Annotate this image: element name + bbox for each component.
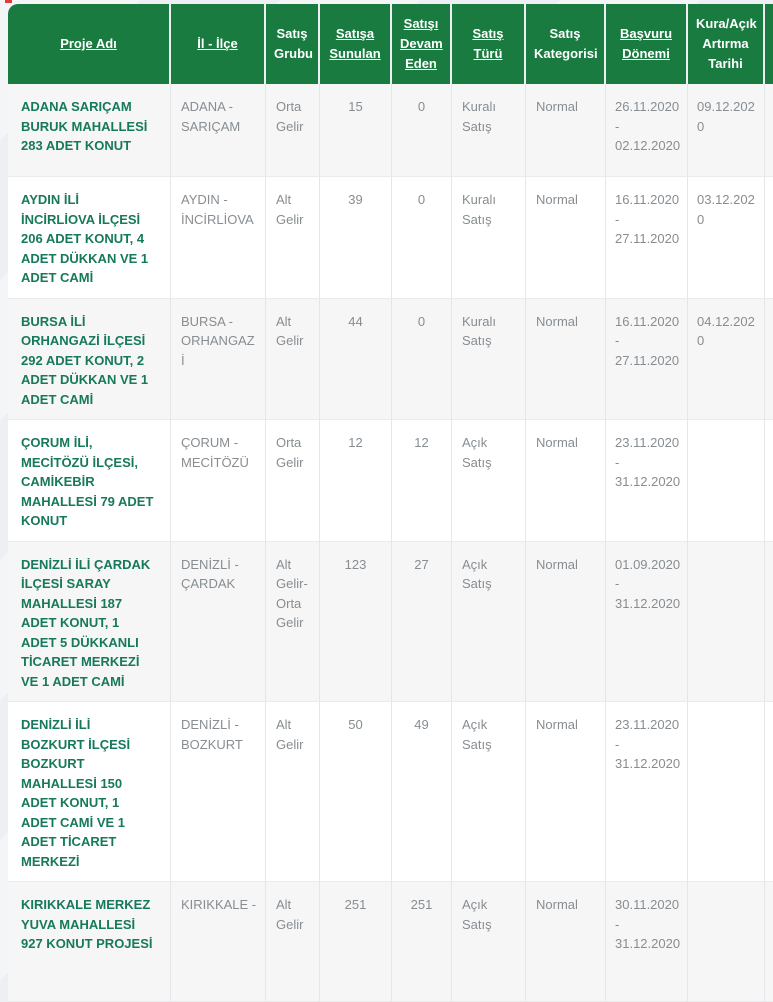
- project-link[interactable]: ADANA SARIÇAM BURUK MAHALLESİ 283 ADET KONUT: [21, 99, 148, 153]
- cell-satis-kategorisi: Normal: [526, 420, 606, 542]
- cell-satisa-sunulan: 15: [320, 84, 392, 177]
- cell-kura-tarihi: 03.12.2020: [688, 177, 765, 299]
- cell-satis-turu: Açık Satış: [452, 420, 526, 542]
- table-header: [8, 4, 773, 84]
- cell-satisa-sunulan: 251: [320, 882, 392, 1002]
- column-header-clipped: [765, 4, 773, 84]
- cell-clipped: [765, 299, 773, 421]
- cell-satis-grubu: Alt Gelir-Orta Gelir: [266, 542, 320, 703]
- cell-clipped: [765, 882, 773, 1002]
- column-header-kura-tarihi: [688, 4, 765, 84]
- cell-basvuru-donemi: 16.11.2020 - 27.11.2020: [606, 299, 688, 421]
- cell-il-ilce: AYDIN - İNCİRLİOVA: [171, 177, 266, 299]
- cell-clipped: [765, 542, 773, 703]
- cell-satisa-sunulan: 50: [320, 702, 392, 882]
- column-header-label: Satışı Devam Eden: [400, 15, 443, 72]
- cell-satis-kategorisi: Normal: [526, 299, 606, 421]
- table-row: [8, 299, 773, 421]
- column-header-satis-turu[interactable]: [452, 4, 526, 84]
- column-header-label: Satış Kategorisi: [534, 25, 598, 61]
- column-header-label: Kura/Açık Artırma Tarihi: [696, 15, 757, 72]
- cell-satis-turu: Açık Satış: [452, 542, 526, 703]
- cell-satis-grubu: Orta Gelir: [266, 84, 320, 177]
- cell-proje-adi: [8, 420, 171, 542]
- cell-satisa-sunulan: 12: [320, 420, 392, 542]
- project-link[interactable]: AYDIN İLİ İNCİRLİOVA İLÇESİ 206 ADET KONUT, 4 ADET DÜKKAN VE 1 ADET CAMİ: [21, 192, 149, 285]
- cell-satis-kategorisi: Normal: [526, 702, 606, 882]
- cell-basvuru-donemi: 01.09.2020 - 31.12.2020: [606, 542, 688, 703]
- cell-il-ilce: BURSA - ORHANGAZİ: [171, 299, 266, 421]
- cell-satis-grubu: Alt Gelir: [266, 177, 320, 299]
- cell-satisi-devam-eden: 12: [392, 420, 452, 542]
- cell-satisi-devam-eden: 49: [392, 702, 452, 882]
- column-header-satisa-sunulan[interactable]: [320, 4, 392, 84]
- cell-satisa-sunulan: 39: [320, 177, 392, 299]
- cell-proje-adi: [8, 177, 171, 299]
- column-header-label: Proje Adı: [60, 35, 117, 51]
- project-link[interactable]: DENİZLİ İLİ BOZKURT İLÇESİ BOZKURT MAHALLESİ 150 ADET KONUT, 1 ADET CAMİ VE 1 ADET TİCARET MERKEZİ: [21, 717, 131, 869]
- cell-il-ilce: KIRIKKALE -: [171, 882, 266, 1002]
- project-link[interactable]: KIRIKKALE MERKEZ YUVA MAHALLESİ 927 KONUT PROJESİ: [21, 897, 153, 951]
- column-header-basvuru-donemi[interactable]: [606, 4, 688, 84]
- cell-kura-tarihi: 04.12.2020: [688, 299, 765, 421]
- project-link[interactable]: BURSA İLİ ORHANGAZİ İLÇESİ 292 ADET KONUT, 2 ADET DÜKKAN VE 1 ADET CAMİ: [21, 313, 149, 407]
- table-body: [8, 84, 773, 1002]
- cell-satisa-sunulan: 44: [320, 299, 392, 421]
- cell-basvuru-donemi: 16.11.2020 - 27.11.2020: [606, 177, 688, 299]
- column-header-label: Satış Grubu: [274, 25, 313, 61]
- column-header-label: Satışa Sunulan: [329, 25, 381, 61]
- cell-satis-kategorisi: Normal: [526, 882, 606, 1002]
- red-edge-artifact: [5, 0, 12, 3]
- cell-clipped: [765, 420, 773, 542]
- project-link[interactable]: DENİZLİ İLİ ÇARDAK İLÇESİ SARAY MAHALLESİ 187 ADET KONUT, 1 ADET 5 DÜKKANLI TİCARET MERKEZİ VE 1 ADET CAMİ: [21, 556, 151, 689]
- projects-table: [8, 4, 773, 1002]
- cell-satis-grubu: Alt Gelir: [266, 299, 320, 421]
- cell-basvuru-donemi: 30.11.2020 - 31.12.2020: [606, 882, 688, 1002]
- cell-kura-tarihi: 09.12.2020: [688, 84, 765, 177]
- cell-kura-tarihi: [688, 542, 765, 703]
- table-row: [8, 420, 773, 542]
- cell-satis-grubu: Alt Gelir: [266, 702, 320, 882]
- cell-satisi-devam-eden: 0: [392, 177, 452, 299]
- cell-satis-kategorisi: Normal: [526, 177, 606, 299]
- column-header-label: Başvuru Dönemi: [619, 25, 673, 61]
- cell-proje-adi: [8, 542, 171, 703]
- cell-basvuru-donemi: 26.11.2020 - 02.12.2020: [606, 84, 688, 177]
- cell-satis-turu: Açık Satış: [452, 882, 526, 1002]
- cell-kura-tarihi: [688, 420, 765, 542]
- cell-satisi-devam-eden: 27: [392, 542, 452, 703]
- column-header-satis-grubu: [266, 4, 320, 84]
- table-row: [8, 882, 773, 1002]
- cell-proje-adi: [8, 882, 171, 1002]
- cell-clipped: [765, 84, 773, 177]
- column-header-label: Satış Türü: [472, 25, 504, 61]
- cell-satis-grubu: Alt Gelir: [266, 882, 320, 1002]
- cell-proje-adi: [8, 84, 171, 177]
- cell-proje-adi: [8, 299, 171, 421]
- cell-satis-turu: Kuralı Satış: [452, 84, 526, 177]
- cell-satis-turu: Açık Satış: [452, 702, 526, 882]
- cell-clipped: [765, 177, 773, 299]
- cell-il-ilce: ÇORUM - MECİTÖZÜ: [171, 420, 266, 542]
- cell-satis-turu: Kuralı Satış: [452, 299, 526, 421]
- cell-satisi-devam-eden: 0: [392, 84, 452, 177]
- cell-kura-tarihi: [688, 882, 765, 1002]
- cell-satis-grubu: Orta Gelir: [266, 420, 320, 542]
- column-header-il-ilce[interactable]: [171, 4, 266, 84]
- cell-basvuru-donemi: 23.11.2020 - 31.12.2020: [606, 702, 688, 882]
- cell-proje-adi: [8, 702, 171, 882]
- column-header-proje-adi[interactable]: [8, 4, 171, 84]
- table-row: [8, 702, 773, 882]
- cell-satis-kategorisi: Normal: [526, 542, 606, 703]
- table-row: [8, 84, 773, 177]
- cell-satisa-sunulan: 123: [320, 542, 392, 703]
- cell-basvuru-donemi: 23.11.2020 - 31.12.2020: [606, 420, 688, 542]
- table-row: [8, 177, 773, 299]
- cell-satisi-devam-eden: 0: [392, 299, 452, 421]
- cell-il-ilce: DENİZLİ - ÇARDAK: [171, 542, 266, 703]
- column-header-label: İl - İlçe: [197, 35, 238, 51]
- cell-kura-tarihi: [688, 702, 765, 882]
- cell-clipped: [765, 702, 773, 882]
- cell-il-ilce: DENİZLİ - BOZKURT: [171, 702, 266, 882]
- cell-il-ilce: ADANA - SARIÇAM: [171, 84, 266, 177]
- table-row: [8, 542, 773, 703]
- projects-table-container: [8, 4, 773, 1002]
- cell-satisi-devam-eden: 251: [392, 882, 452, 1002]
- column-header-satisi-devam-eden[interactable]: [392, 4, 452, 84]
- cell-satis-turu: Kuralı Satış: [452, 177, 526, 299]
- project-link[interactable]: ÇORUM İLİ, MECİTÖZÜ İLÇESİ, CAMİKEBİR MAHALLESİ 79 ADET KONUT: [21, 435, 154, 528]
- cell-satis-kategorisi: Normal: [526, 84, 606, 177]
- column-header-satis-kategorisi: [526, 4, 606, 84]
